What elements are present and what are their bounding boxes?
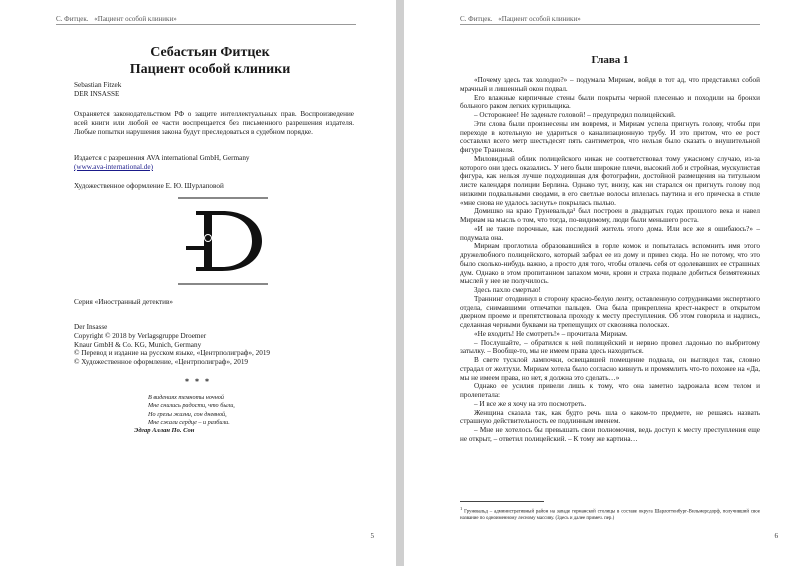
epigraph-line: Мне сжали сердце – и разбили. [148, 418, 230, 426]
publisher-logo [178, 197, 268, 285]
paragraph: Здесь пахло смертью! [474, 286, 541, 294]
footnote-rule [460, 501, 544, 502]
paragraph: – Осторожнее! Не заденьте головой! – предупредил полицейский. [474, 111, 676, 119]
paragraph: Его влажные кирпичные стены были покрыты черной плесенью и походили на бронхи больного раком легких курильщика. [460, 93, 760, 111]
copyright-block [74, 323, 354, 367]
running-head [56, 15, 177, 23]
section-separator: * * * [185, 377, 211, 386]
paragraph: Эти слова были произнесены им вовремя, и Мириам успела пригнуть голову, чтобы при переходе в котельную не удариться о канализационную трубу. И это притом, что ее рост составлял всего метр шестьдесят пять сантиметров, что нельзя было сказать о внушительной фигуре Траннеля. [460, 119, 760, 154]
left-page [0, 0, 396, 566]
paragraph: «Не входить! Не смотреть!» – прочитала Мириам. [474, 329, 628, 338]
paragraph: – И все же я хочу на это посмотреть. [474, 399, 587, 408]
paragraph: Домишко на краю Груневальда¹ был построен в двадцатых годах прошлого века и навел Мириам на мысль о том, что тогда, по-видимому, люди были меньшего роста. [460, 207, 760, 224]
copyright-line: Knaur GmbH & Co. KG, Munich, Germany [74, 340, 202, 349]
running-head-title: «Пациент особой клиники» [94, 15, 177, 23]
running-head-rule [460, 24, 760, 25]
copyright-line: Copyright © 2018 by Verlagsgruppe Droemer [74, 331, 207, 340]
book-author: Себастьян Фитцек [150, 45, 270, 60]
paragraph: «И не такие порочные, как последний житель этого дома. Или все же я ошибаюсь?» – подумала она. [460, 224, 760, 242]
copyright-line: © Художественное оформление, «Центрполиграф», 2019 [74, 358, 249, 367]
running-head-rule [56, 24, 356, 25]
paragraph: В свете тусклой лампочки, освещавшей помещение подвала, он выглядел так, словно страдал от желтухи. Мириам хотела было согласно кивнуть и промямлить что-то похожее на «Да, мы не имеем права, но нет, я должна это сделать…» [460, 356, 760, 382]
original-edition [74, 81, 354, 99]
paragraph: Миловидный облик полицейского никак не соответствовал тому ужасному случаю, из-за которого они здесь оказались. У него были широкие плечи, высокий лоб и стройная, мускулистая фигура, как нельзя лучше подходившая для фотографии, достойной размещения на титульном листе календаря полиции Берлина. Однако тут, внизу, как ни старался он пригнуть голову под низкими подвальными сводами, в его светлые волосы вплелась паутина и его прическа в стиле «мне снова не удалось заснуть» покрылась пылью. [460, 154, 760, 207]
book-heading [60, 44, 360, 78]
footnote-text: Груневальд – административный район на западе германской столицы в составе округа Шарлоттенбург-Вильмерсдорф, получивший свое название по одноименному лесному массиву. (Здесь и далее примеч. пер.) [460, 509, 760, 521]
series-name: Серия «Иностранный детектив» [74, 298, 173, 306]
permission-text: Издается с разрешения AVA international GmbH, Germany [74, 154, 250, 162]
paragraph: – Мне не хотелось бы превышать свои полномочия, ведь доступ к месту преступления еще не открыт, – ответил полицейский. – К тому же картина… [460, 426, 760, 443]
epigraph-line: Но грезы жизни, сон дневной, [148, 410, 227, 418]
page-number: 6 [774, 532, 778, 540]
epigraph-line: В видениях темноты ночной [148, 394, 224, 401]
original-author: Sebastian Fitzek [74, 81, 122, 89]
design-credit: Художественное оформление Е. Ю. Шурлаповой [74, 182, 224, 190]
paragraph: – Послушайте, – обратился к ней полицейский и нервно провел ладонью по выбритому затылку. – Вообще-то, мы не имеем права здесь находиться. [460, 338, 760, 356]
publisher-website-link[interactable]: (www.ava-international.de) [74, 162, 153, 171]
page-number: 5 [370, 532, 374, 540]
chapter-title: Глава 1 [591, 54, 629, 66]
running-head-author: С. Фитцек. [56, 15, 89, 23]
footnote [460, 506, 760, 522]
chapter-body [460, 76, 760, 444]
publication-permission [74, 154, 354, 172]
paragraph: Траннинг отодвинул в сторону красно-белую ленту, оставленную сотрудниками экспертного отдела, снимавшими отпечатки пальцев. Она была прикреплена крест-накрест в открытом дверном проеме и препятствовала проходу к месту преступления. Об этом говорила и надпись, сделанная черными буквами на трепещущих от сквозняка полосках. [460, 294, 760, 329]
original-title: DER INSASSE [74, 89, 120, 98]
book-title: Пациент особой клиники [129, 62, 291, 77]
footnote-mark: 1 [460, 506, 463, 511]
epigraph-author: Эдгар Аллан По. Сон [134, 427, 195, 435]
paragraph: Однако ее усилия привели лишь к тому, что она заметно задрожала всем телом и пролепетала: [460, 382, 760, 399]
epigraph [134, 394, 235, 435]
running-head-author: С. Фитцек. [460, 15, 493, 23]
running-head [460, 15, 581, 23]
paragraph: Женщина сказала так, как будто речь шла о каком-то предмете, не решаясь назвать страшную действительность ее подлинным именем. [460, 408, 760, 426]
paragraph: «Почему здесь так холодно?» – подумала Мириам, войдя в тот ад, что представлял собой мрачный и лишенный окон подвал. [460, 76, 760, 93]
paragraph: Мириам проглотила образовавшийся в горле комок и попыталась вспомнить имя этого дружелюбного полицейского, который забрал ее из дому и привез сюда. Но не потому, что это было сколько-нибудь важно, а просто для того, чтобы отвлечь себя от одолевавших ее страшных дум. Однако в этом пропитанном запахом мочи, крови и страха подвале добиться безмятежных мыслей у нее не получилось. [460, 242, 760, 286]
copyright-line: © Перевод и издание на русском языке, «Центрполиграф», 2019 [74, 349, 271, 358]
epigraph-line: Мне снились радости, что были, [148, 402, 235, 410]
running-head-title: «Пациент особой клиники» [498, 15, 581, 23]
right-page [404, 0, 800, 566]
legal-notice: Охраняется законодательством РФ о защите интеллектуальных прав. Воспроизведение всей книги или любой ее части воспрещается без письменного разрешения издателя. Любые попытки нарушения закона будут преследоваться в судебном порядке. [74, 110, 354, 136]
copyright-line: Der Insasse [74, 323, 108, 331]
